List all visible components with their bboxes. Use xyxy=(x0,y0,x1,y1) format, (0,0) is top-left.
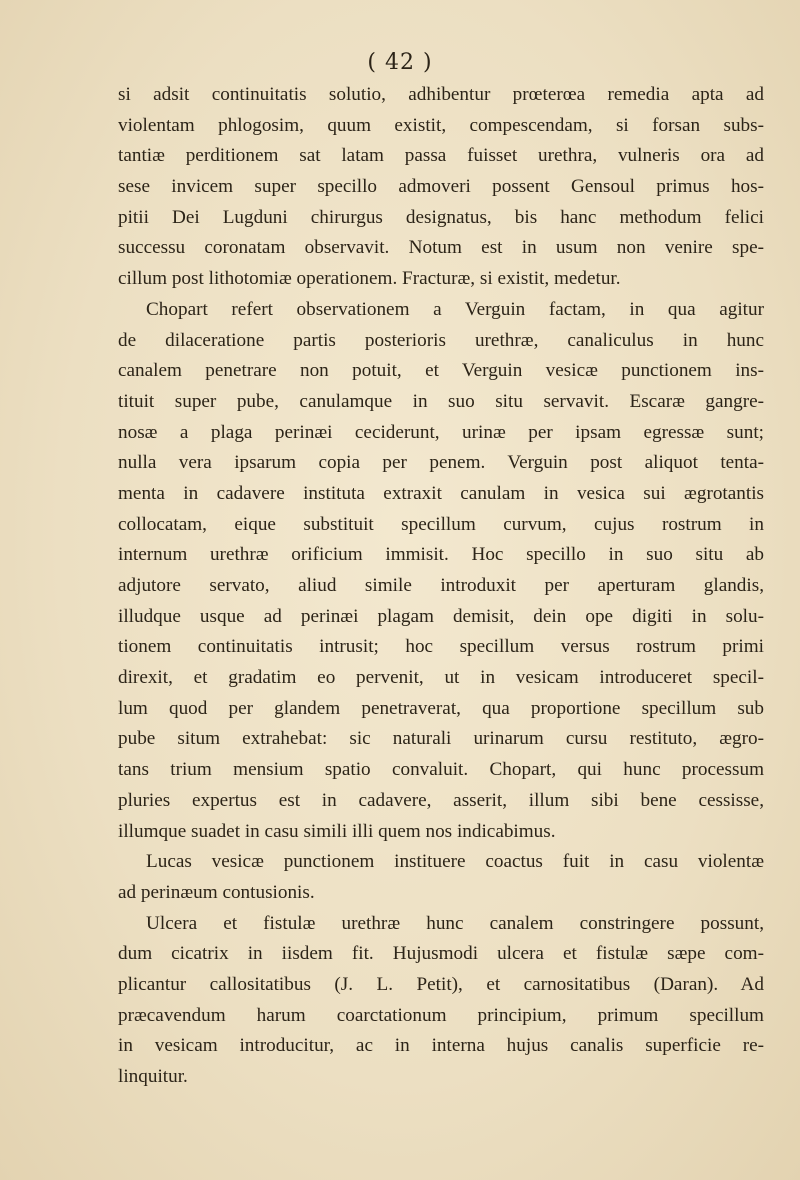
text-line: nulla vera ipsarum copia per penem. Verguin post aliquot tenta- xyxy=(118,452,764,474)
text-line: si adsit continuitatis solutio, adhibentur prœterœa remedia apta ad xyxy=(118,84,764,105)
text-line: Ulcera et fistulæ urethræ hunc canalem constringere possunt, xyxy=(146,912,764,934)
text-line: menta in cadavere instituta extraxit canulam in vesica sui ægrotantis xyxy=(118,482,764,504)
paragraph xyxy=(118,909,764,1093)
text-line: canalem penetrare non potuit, et Verguin vesicæ punctionem ins- xyxy=(118,360,764,382)
text-line: cillum post lithotomiæ operationem. Fracturæ, si existit, medetur. xyxy=(118,268,621,290)
text-line: de dilaceratione partis posterioris urethræ, canaliculus in hunc xyxy=(118,329,764,351)
text-line: tituit super pube, canulamque in suo situ servavit. Escaræ gangre- xyxy=(118,390,764,412)
text-line: illudque usque ad perinæi plagam demisit, dein ope digiti in solu- xyxy=(118,605,764,627)
text-line: direxit, et gradatim eo pervenit, ut in vesicam introduceret specil- xyxy=(118,667,764,689)
paragraph xyxy=(118,847,764,908)
text-line: pube situm extrahebat: sic naturali urinarum cursu restituto, ægro- xyxy=(118,728,764,750)
text-line: violentam phlogosim, quum existit, compescendam, si forsan subs- xyxy=(118,114,764,136)
paragraph xyxy=(118,80,764,295)
text-line: Chopart refert observationem a Verguin factam, in qua agitur xyxy=(146,298,764,320)
text-line: pitii Dei Lugduni chirurgus designatus, bis hanc methodum felici xyxy=(118,206,764,228)
text-line: Lucas vesicæ punctionem instituere coactus fuit in casu violentæ xyxy=(146,851,764,873)
text-line: collocatam, eique substituit specillum curvum, cujus rostrum in xyxy=(118,513,764,535)
text-line: sese invicem super specillo admoveri possent Gensoul primus hos- xyxy=(118,176,764,198)
text-line: tantiæ perditionem sat latam passa fuisset urethra, vulneris ora ad xyxy=(118,145,764,167)
text-line: internum urethræ orificium immisit. Hoc specillo in suo situ ab xyxy=(118,544,764,566)
text-line: lum quod per glandem penetraverat, qua proportione specillum sub xyxy=(118,697,764,719)
body-text xyxy=(118,80,764,1093)
text-line: præcavendum harum coarctationum principium, primum specillum xyxy=(118,1004,764,1026)
text-line: illumque suadet in casu simili illi quem nos indicabimus. xyxy=(118,820,556,842)
text-line: tionem continuitatis intrusit; hoc specillum versus rostrum primi xyxy=(118,636,764,658)
text-line: pluries expertus est in cadavere, asserit, illum sibi bene cessisse, xyxy=(118,789,764,811)
text-line: ad perinæum contusionis. xyxy=(118,881,315,903)
text-line: in vesicam introducitur, ac in interna hujus canalis superficie re- xyxy=(118,1035,764,1057)
text-line: plicantur callositatibus (J. L. Petit), et carnositatibus (Daran). Ad xyxy=(118,973,764,995)
text-line: dum cicatrix in iisdem fit. Hujusmodi ulcera et fistulæ sæpe com- xyxy=(118,943,764,965)
text-line: tans trium mensium spatio convaluit. Chopart, qui hunc processum xyxy=(118,759,764,781)
text-line: linquitur. xyxy=(118,1066,188,1087)
text-line: nosæ a plaga perinæi ceciderunt, urinæ per ipsam egressæ sunt; xyxy=(118,421,764,443)
text-line: successu coronatam observavit. Notum est in usum non venire spe- xyxy=(118,237,764,259)
text-line: adjutore servato, aliud simile introduxit per aperturam glandis, xyxy=(118,575,764,596)
paragraph xyxy=(118,295,764,847)
page-number: ( 42 ) xyxy=(367,50,433,75)
